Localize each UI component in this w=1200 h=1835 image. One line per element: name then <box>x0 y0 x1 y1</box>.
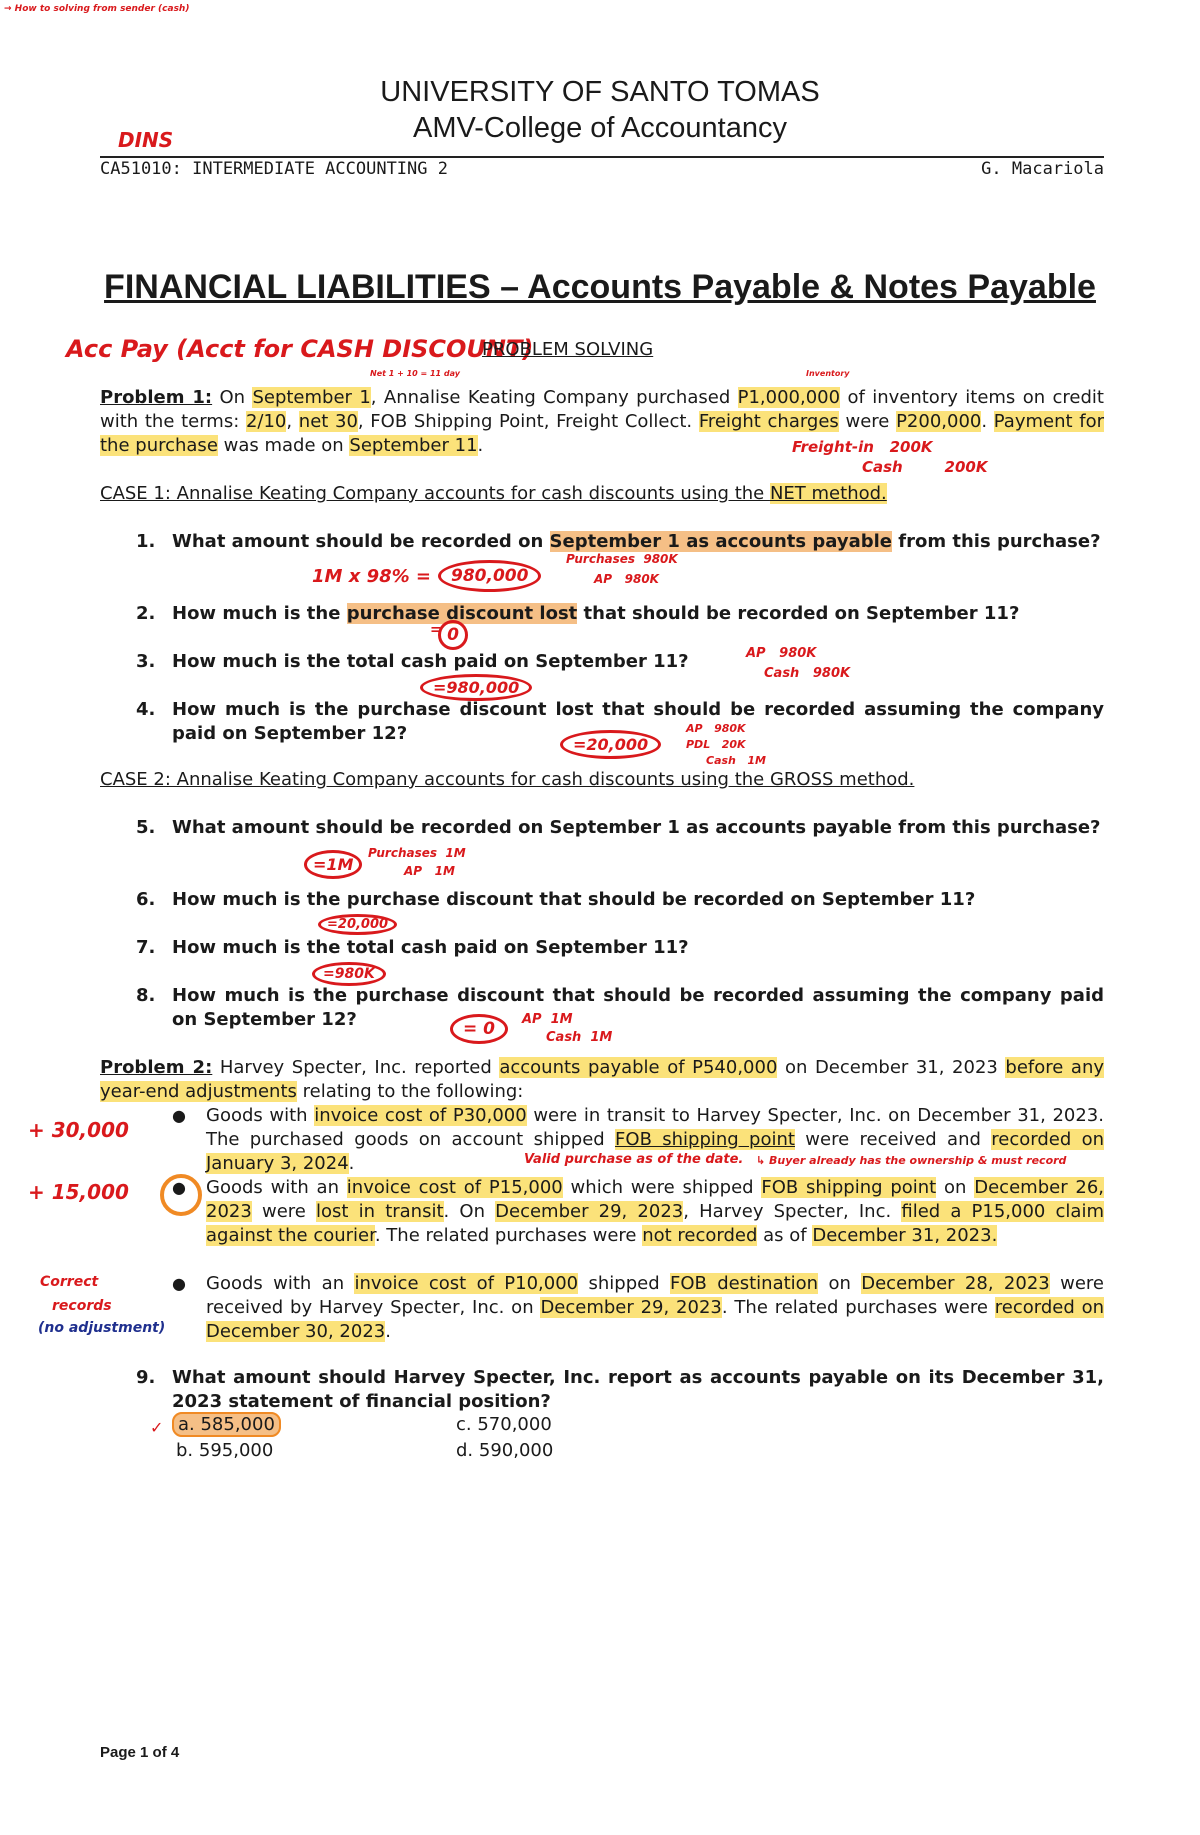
b2-lost: lost in transit <box>316 1201 444 1222</box>
p1-text: was made on <box>217 435 350 456</box>
b1-recorded: recorded on January 3, 2024 <box>206 1129 1104 1174</box>
b3-recorded: recorded on December 30, 2023 <box>206 1297 1105 1342</box>
handwritten-correct: Correct <box>40 1274 99 1290</box>
q4-entry-cash: Cash 1M <box>706 754 766 767</box>
answer-check-mark: ✓ <box>150 1418 164 1437</box>
p1-text: , <box>286 411 299 432</box>
p1-text: of inventory items on credit with the terms: <box>100 387 1104 432</box>
b1-text: were received and <box>794 1129 992 1150</box>
p1-text: , FOB Shipping Point, Freight Collect. <box>357 411 699 432</box>
handwritten-inventory-note: Inventory <box>806 369 850 378</box>
p1-text: were <box>838 411 897 432</box>
p1-text: . <box>477 435 484 456</box>
p2-text: Harvey Specter, Inc. reported <box>212 1057 500 1078</box>
q2-text <box>172 602 1104 626</box>
b2-claim: filed a P15,000 claim against the courier <box>206 1201 1104 1246</box>
q9-text: What amount should Harvey Specter, Inc. report as accounts payable on its December 31, 2023 statement of financial position? <box>172 1367 1104 1412</box>
b2-text: , Harvey Specter, Inc. <box>683 1201 902 1222</box>
option-a-label: a. 585,000 <box>172 1412 281 1437</box>
handwritten-no-adjustment: (no adjustment) <box>38 1320 166 1336</box>
q5-entry-ap: AP 1M <box>404 864 455 878</box>
case1-method: NET method. <box>769 483 887 504</box>
b2-text: on <box>936 1177 975 1198</box>
b1-text: were in transit to Harvey Specter, Inc. on December 31, 2023. The purchased goods on account shipped <box>206 1105 1104 1150</box>
b1-text: Goods with <box>206 1105 315 1126</box>
q1-number: 1. <box>136 531 156 552</box>
q6-number: 6. <box>136 889 156 910</box>
q1-answer: 980,000 <box>438 560 541 592</box>
option-b[interactable]: b. 595,000 <box>176 1440 274 1461</box>
b3-text: on <box>818 1273 862 1294</box>
header-rule <box>100 156 1104 158</box>
handwritten-freight-in: Freight-in 200K <box>792 438 933 456</box>
p2-before-adjust: before any year-end adjustments <box>100 1057 1105 1102</box>
b2-fob: FOB shipping point <box>761 1177 937 1198</box>
q8-number: 8. <box>136 985 156 1006</box>
q1-calc: 1M x 98% = <box>312 566 432 587</box>
q7-text: How much is the total cash paid on September 11? <box>172 937 689 958</box>
q3-answer: =980,000 <box>420 674 532 701</box>
university-name: UNIVERSITY OF SANTO TOMAS <box>380 76 820 108</box>
p1-text: , Annalise Keating Company purchased <box>370 387 738 408</box>
bullet3-text <box>206 1272 1104 1344</box>
p2-ap-amount: accounts payable of P540,000 <box>499 1057 778 1078</box>
b2-date2: December 29, 2023 <box>495 1201 684 1222</box>
p1-text: On <box>212 387 253 408</box>
b1-text: . <box>348 1153 355 1174</box>
b3-cost: invoice cost of P10,000 <box>354 1273 579 1294</box>
bullet-dot: ● <box>172 1178 186 1197</box>
p1-amount: P1,000,000 <box>737 387 841 408</box>
handwritten-top-note: → How to solving from sender (cash) <box>4 4 190 14</box>
b2-text: . On <box>443 1201 496 1222</box>
handwritten-buyer-owns: ↳ Buyer already has the ownership & must record <box>756 1154 1067 1167</box>
q3-entry-cash: Cash 980K <box>764 666 851 681</box>
b3-text: . The related purchases were <box>721 1297 995 1318</box>
handwritten-plus-15000: + 15,000 <box>28 1180 129 1204</box>
p1-freight: Freight charges <box>698 411 839 432</box>
q7-answer: =980K <box>312 962 386 986</box>
handwritten-plus-30000: + 30,000 <box>28 1118 129 1142</box>
case1-text: CASE 1: Annalise Keating Company accounts for cash discounts using the <box>100 483 770 504</box>
b2-text: . The related purchases were <box>374 1225 643 1246</box>
q2-answer-eq: = <box>430 622 442 638</box>
q8-answer: = 0 <box>450 1014 508 1044</box>
q6-text: How much is the purchase discount that should be recorded on September 11? <box>172 889 976 910</box>
page-number: Page 1 of 4 <box>100 1744 180 1761</box>
b3-text: Goods with an <box>206 1273 355 1294</box>
b2-text: which were shipped <box>562 1177 762 1198</box>
b2-text: Goods with an <box>206 1177 347 1198</box>
q8-text: How much is the purchase discount that should be recorded assuming the company paid on September 12? <box>172 985 1104 1030</box>
case1-heading <box>100 482 1104 506</box>
q5-answer: =1M <box>304 850 362 879</box>
bullet-dot: ● <box>172 1106 186 1125</box>
b2-date3: December 31, 2023. <box>812 1225 998 1246</box>
b2-not-recorded: not recorded <box>642 1225 758 1246</box>
b3-fob: FOB destination <box>670 1273 819 1294</box>
q9-number: 9. <box>136 1367 156 1388</box>
q4-text: How much is the purchase discount lost that should be recorded assuming the company paid on September 12? <box>172 699 1104 744</box>
q5-text: What amount should be recorded on September 1 as accounts payable from this purchase? <box>172 817 1101 838</box>
page-title: FINANCIAL LIABILITIES – Accounts Payable & Notes Payable <box>104 268 1096 306</box>
option-c[interactable]: c. 570,000 <box>456 1414 552 1435</box>
q3-number: 3. <box>136 651 156 672</box>
p1-date: September 1 <box>252 387 371 408</box>
q7-number: 7. <box>136 937 156 958</box>
q2-answer: 0 <box>438 620 468 650</box>
handwritten-valid-purchase: Valid purchase as of the date. <box>524 1152 744 1167</box>
b3-text: shipped <box>578 1273 670 1294</box>
q4-entry-ap: AP 980K <box>686 722 746 735</box>
q1-text <box>172 530 1104 554</box>
handwritten-records: records <box>52 1298 112 1314</box>
b3-date1: December 28, 2023 <box>861 1273 1050 1294</box>
bullet2-text <box>206 1176 1104 1248</box>
handwritten-acc-pay: Acc Pay (Acct for CASH DISCOUNT) <box>66 335 534 363</box>
b2-text: were <box>251 1201 317 1222</box>
q1-entry-purchases: Purchases 980K <box>566 552 678 566</box>
problem2-paragraph <box>100 1056 1104 1104</box>
q5-entry-purchases: Purchases 1M <box>368 846 466 860</box>
q2-number: 2. <box>136 603 156 624</box>
section-subtitle: PROBLEM SOLVING <box>482 339 654 360</box>
q1-entry-ap: AP 980K <box>594 572 659 586</box>
p1-net: net 30 <box>298 411 358 432</box>
instructor-name: G. Macariola <box>981 159 1104 179</box>
b2-date1: December 26, 2023 <box>206 1177 1105 1222</box>
q6-answer: =20,000 <box>318 914 397 935</box>
q3-entry-ap: AP 980K <box>746 646 817 661</box>
q2-pre: How much is the <box>172 603 347 624</box>
q1-highlight: September 1 as accounts payable <box>549 531 893 552</box>
q1-post: from this purchase? <box>892 531 1101 552</box>
b1-fob: FOB shipping point <box>615 1129 795 1150</box>
q8-entry-ap: AP 1M <box>522 1012 573 1027</box>
b3-text: . <box>385 1321 391 1342</box>
p1-freight-amount: P200,000 <box>896 411 982 432</box>
b3-date2: December 29, 2023 <box>540 1297 722 1318</box>
q3-text: How much is the total cash paid on September 11? <box>172 651 689 672</box>
q4-entry-pdl: PDL 20K <box>686 738 746 751</box>
handwritten-tiny-note: Net 1 + 10 = 11 day <box>370 369 460 378</box>
b2-text: as of <box>757 1225 813 1246</box>
option-a[interactable] <box>172 1414 281 1435</box>
p1-terms: 2/10 <box>245 411 287 432</box>
college-name: AMV-College of Accountancy <box>413 112 787 144</box>
q4-number: 4. <box>136 699 156 720</box>
problem1-paragraph <box>100 386 1104 458</box>
problem1-label: Problem 1: <box>100 387 213 408</box>
q4-answer: =20,000 <box>560 730 661 759</box>
case2-heading: CASE 2: Annalise Keating Company accounts for cash discounts using the GROSS method. <box>100 769 915 790</box>
p1-text: . <box>981 411 994 432</box>
bullet-dot: ● <box>172 1274 186 1293</box>
q1-pre: What amount should be recorded on <box>172 531 550 552</box>
option-d[interactable]: d. 590,000 <box>456 1440 554 1461</box>
problem2-label: Problem 2: <box>100 1057 213 1078</box>
p2-text: on December 31, 2023 <box>777 1057 1006 1078</box>
q5-number: 5. <box>136 817 156 838</box>
b1-cost: invoice cost of P30,000 <box>314 1105 527 1126</box>
q2-post: that should be recorded on September 11? <box>577 603 1020 624</box>
b2-cost: invoice cost of P15,000 <box>346 1177 563 1198</box>
course-code: CA51010: INTERMEDIATE ACCOUNTING 2 <box>100 159 448 179</box>
p1-payment: Payment for the purchase <box>100 411 1104 456</box>
handwritten-dins: DINS <box>118 128 174 152</box>
p1-paydate: September 11 <box>349 435 478 456</box>
handwritten-cash-200k: Cash 200K <box>862 458 988 476</box>
q8-entry-cash: Cash 1M <box>546 1030 613 1045</box>
q2-highlight: purchase discount lost <box>346 603 578 624</box>
b3-text: were received by Harvey Specter, Inc. on <box>206 1273 1104 1318</box>
p2-text: relating to the following: <box>296 1081 524 1102</box>
